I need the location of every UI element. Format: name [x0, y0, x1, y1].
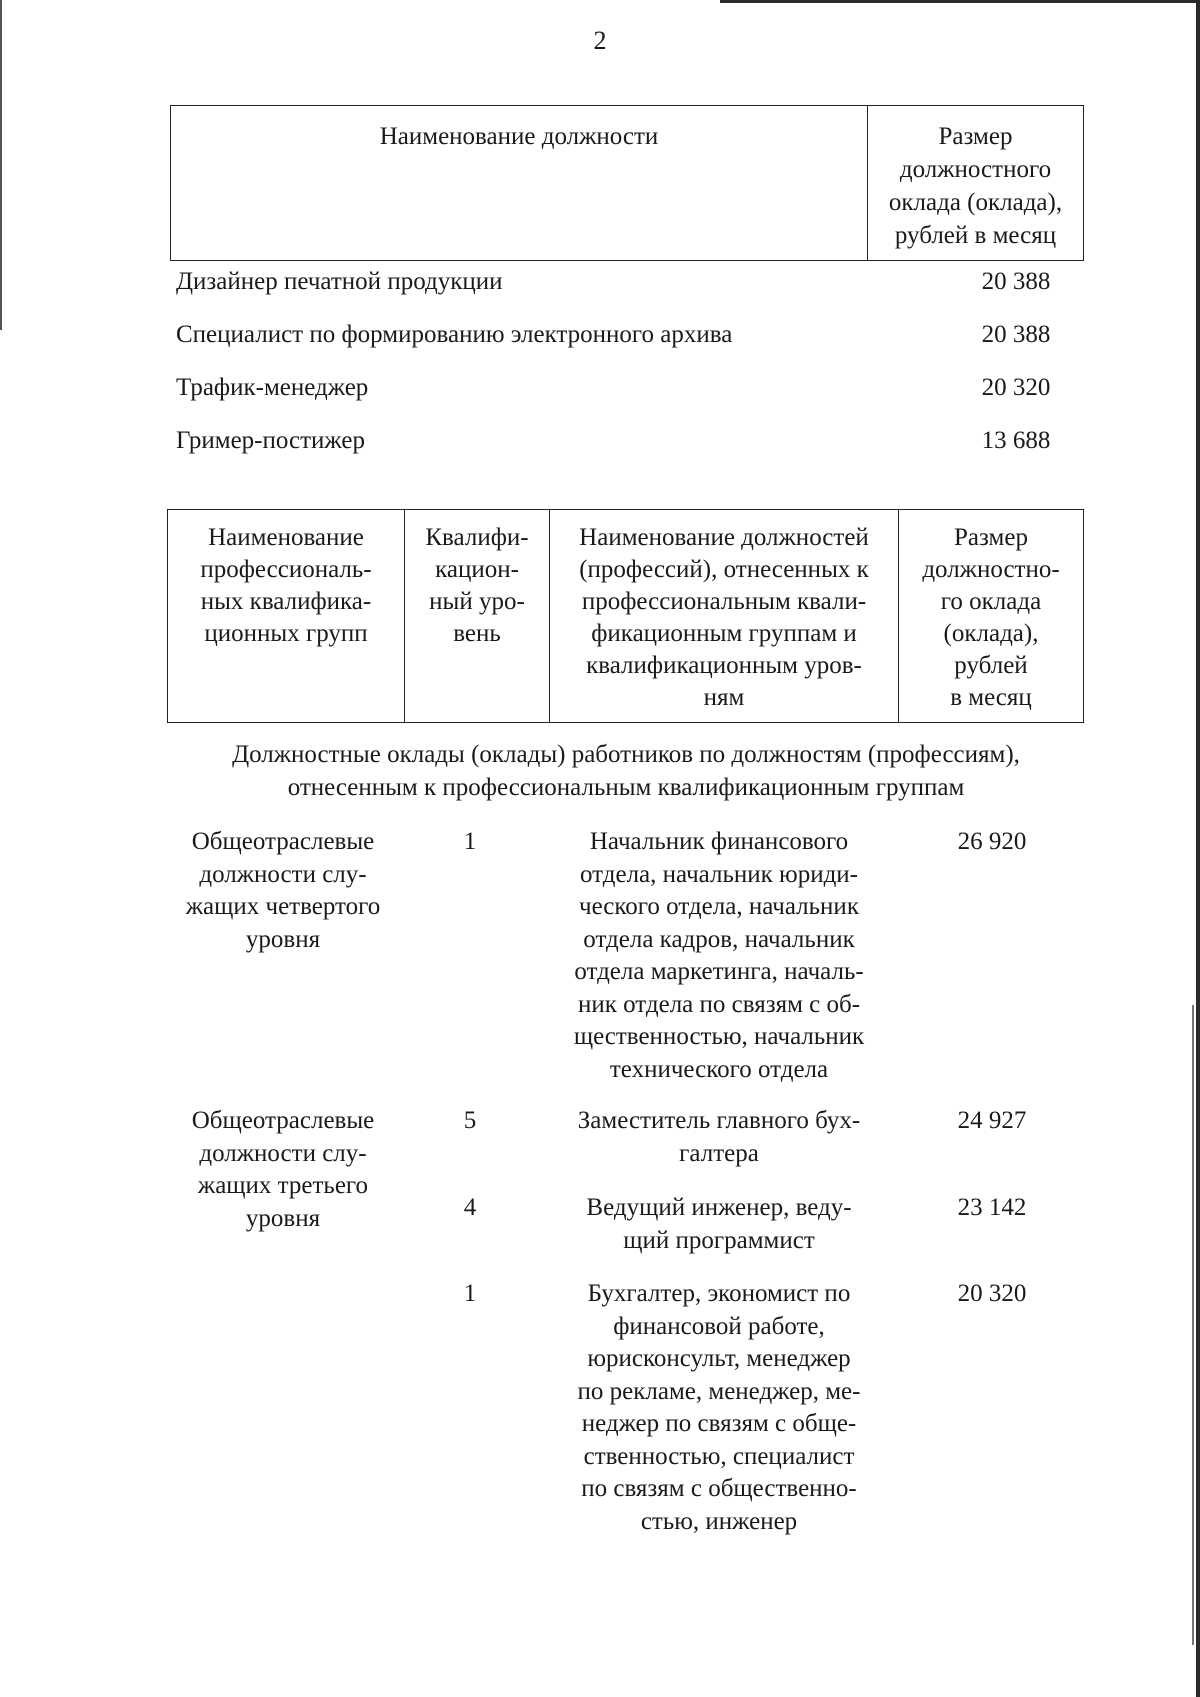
group-name-line: уровня [245, 925, 321, 953]
salary-value: 26 920 [957, 828, 1027, 855]
group-name-line: должности слу- [199, 1139, 367, 1167]
position-title-line: юрисконсульт, менеджер [587, 1345, 851, 1372]
header-line: (оклада), [943, 620, 1039, 647]
position-title-line: по рекламе, менеджер, ме- [577, 1377, 861, 1405]
position-salary: 20 388 [981, 321, 1051, 348]
salary-value: 23 142 [957, 1194, 1027, 1221]
position-title-line: Ведущий инженер, веду- [586, 1194, 852, 1221]
position-name: Гример-постижер [176, 427, 365, 454]
scan-top-line [720, 0, 1196, 3]
position-row [176, 268, 1076, 321]
group-name-line: жащих четвертого [185, 893, 381, 920]
qualification-level: 1 [463, 828, 477, 855]
position-title-line: технического отдела [609, 1055, 829, 1083]
page-number: 2 [593, 26, 607, 55]
salary-table-header-2 [167, 509, 1084, 723]
position-title-line: Начальник финансового [589, 828, 849, 855]
salary-table-header-1 [170, 105, 1084, 261]
header-line: ный уро- [429, 588, 525, 615]
group-name [170, 1105, 396, 1235]
position-titles [546, 1192, 892, 1257]
position-title-line: по связям с общественно- [581, 1475, 857, 1502]
group-name [170, 826, 396, 956]
header-position-name: Наименование должности [171, 106, 868, 261]
position-row [176, 427, 1076, 480]
position-title-line: финансовой работе, [613, 1312, 825, 1340]
header-line: профессиональ- [200, 556, 372, 583]
position-name: Специалист по формированию электронного архива [176, 321, 733, 348]
position-title-line: щий программист [623, 1226, 815, 1254]
section-title-line: отнесенным к профессиональным квалификационным группам [287, 774, 965, 801]
header-salary-line: оклада (оклада), [888, 189, 1063, 216]
position-title-line: отдела маркетинга, началь- [574, 958, 864, 985]
header-salary-line: должностного [899, 156, 1052, 183]
header-line: ням [703, 684, 745, 711]
group-name-line: уровня [245, 1204, 321, 1232]
header-line: профессиональным квали- [581, 588, 867, 615]
header-line: ционных групп [204, 620, 368, 647]
position-list [176, 268, 1076, 480]
qualification-level: 1 [463, 1280, 477, 1307]
position-title-line: отдела кадров, начальник [583, 925, 855, 953]
header-salary-size [899, 510, 1084, 723]
group-name-line: должности слу- [199, 860, 367, 888]
header-line: го оклада [940, 588, 1042, 615]
position-title-line: Бухгалтер, экономист по [587, 1280, 851, 1307]
header-salary-line: Размер [938, 123, 1013, 150]
position-name: Трафик-менеджер [176, 374, 369, 401]
header-salary-size [868, 106, 1084, 261]
header-line: должностно- [922, 556, 1060, 583]
header-qualification-group [168, 510, 405, 723]
salary-value: 24 927 [957, 1107, 1027, 1134]
position-title-line: Заместитель главного бух- [577, 1107, 861, 1134]
position-title-line: ческого отдела, начальник [579, 893, 859, 920]
header-line: Наименование [208, 524, 364, 551]
header-line: ных квалифика- [200, 588, 372, 615]
scan-right-mark [1192, 1005, 1194, 1645]
header-salary-line: рублей в месяц [894, 222, 1057, 249]
position-title-line: отдела, начальник юриди- [579, 860, 859, 888]
group-name-line: Общеотраслевые [191, 1107, 375, 1134]
position-title-line: галтера [679, 1139, 759, 1167]
position-salary: 20 388 [981, 268, 1051, 295]
position-title-line: ник отдела по связям с об- [577, 990, 861, 1018]
position-title-line: стью, инженер [640, 1507, 798, 1535]
header-line: (профессий), отнесенных к [579, 556, 869, 583]
header-line: рублей [954, 652, 1028, 679]
position-name: Дизайнер печатной продукции [176, 268, 503, 295]
position-row [176, 374, 1076, 427]
group-name-line: Общеотраслевые [191, 828, 375, 855]
position-title-line: щественностью, начальник [573, 1023, 865, 1050]
scan-edge-right [1196, 0, 1200, 1697]
header-line: квалификационным уров- [586, 652, 862, 679]
position-row [176, 321, 1076, 374]
group-name-line: жащих третьего [197, 1172, 369, 1199]
qualification-level: 5 [463, 1107, 477, 1134]
header-position-titles [550, 510, 899, 723]
header-line: Квалифи- [425, 524, 529, 551]
section-title-line: Должностные оклады (оклады) работников по должностям (профессиям), [232, 741, 1020, 768]
section-title [170, 738, 1082, 804]
header-line: в месяц [950, 684, 1032, 711]
header-line: фикационным группам и [591, 620, 857, 647]
position-title-line: ственностью, специалист [583, 1442, 855, 1470]
position-titles [546, 826, 892, 1086]
position-titles [546, 1105, 892, 1170]
position-salary: 13 688 [981, 427, 1051, 454]
header-line: кацион- [435, 556, 519, 583]
header-line: Размер [954, 524, 1028, 551]
position-salary: 20 320 [981, 374, 1051, 401]
salary-value: 20 320 [957, 1280, 1027, 1307]
header-line: вень [453, 620, 501, 647]
header-qualification-level [405, 510, 550, 723]
header-line: Наименование должностей [579, 524, 869, 551]
position-title-line: неджер по связям с обще- [581, 1410, 857, 1437]
position-titles [546, 1278, 892, 1538]
qualification-level: 4 [463, 1194, 477, 1221]
